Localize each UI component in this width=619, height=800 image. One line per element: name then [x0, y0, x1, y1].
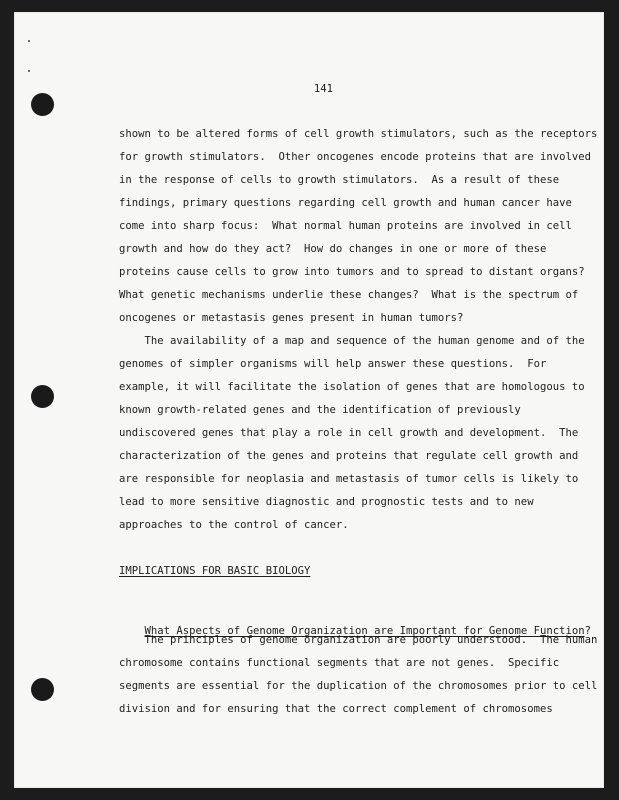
paragraph-2-line: undiscovered genes that play a role in cell growth and development. The	[119, 427, 579, 439]
paragraph-2-line: genomes of simpler organisms will help answer these questions. For	[119, 358, 547, 370]
paragraph-1-line: oncogenes or metastasis genes present in human tumors?	[119, 312, 464, 324]
paragraph-1-line: for growth stimulators. Other oncogenes encode proteins that are involved	[119, 151, 591, 163]
page-number: 141	[313, 83, 334, 95]
paragraph-3-line: chromosome contains functional segments that are not genes. Specific	[119, 657, 560, 669]
paragraph-1-line: in the response of cells to growth stimulators. As a result of these	[119, 174, 560, 186]
question-mark: ?	[584, 625, 591, 637]
paragraph-3-line: The principles of genome organization are poorly understood. The human	[119, 634, 598, 646]
paragraph-1-line: growth and how do they act? How do changes in one or more of these	[119, 243, 547, 255]
punch-hole-bottom	[31, 678, 54, 701]
paragraph-3-line: division and for ensuring that the correct complement of chromosomes	[119, 703, 553, 715]
paragraph-2-line: approaches to the control of cancer.	[119, 519, 349, 531]
paragraph-2-line: example, it will facilitate the isolation of genes that are homologous to	[119, 381, 585, 393]
paragraph-1-line: come into sharp focus: What normal human proteins are involved in cell	[119, 220, 572, 232]
scan-speck	[28, 70, 30, 72]
paragraph-1-line: shown to be altered forms of cell growth stimulators, such as the receptors	[119, 128, 598, 140]
question-title-line	[119, 610, 591, 637]
paragraph-1-line: proteins cause cells to grow into tumors and to spread to distant organs?	[119, 266, 585, 278]
punch-hole-middle	[31, 385, 54, 408]
paragraph-2-line: known growth-related genes and the identification of previously	[119, 404, 521, 416]
paragraph-2-line: lead to more sensitive diagnostic and prognostic tests and to new	[119, 496, 534, 508]
paragraph-2-line: The availability of a map and sequence of the human genome and of the	[119, 335, 585, 347]
paragraph-2-line: are responsible for neoplasia and metastasis of tumor cells is likely to	[119, 473, 579, 485]
punch-hole-top	[31, 93, 54, 116]
paragraph-1-line: What genetic mechanisms underlie these changes? What is the spectrum of	[119, 289, 579, 301]
scan-speck	[28, 40, 30, 42]
paragraph-1-line: findings, primary questions regarding cell growth and human cancer have	[119, 197, 572, 209]
paragraph-3-line: segments are essential for the duplication of the chromosomes prior to cell	[119, 680, 598, 692]
question-title: What Aspects of Genome Organization are Important for Genome Function	[144, 625, 585, 637]
section-heading: IMPLICATIONS FOR BASIC BIOLOGY	[119, 565, 311, 577]
paragraph-2-line: characterization of the genes and proteins that regulate cell growth and	[119, 450, 579, 462]
